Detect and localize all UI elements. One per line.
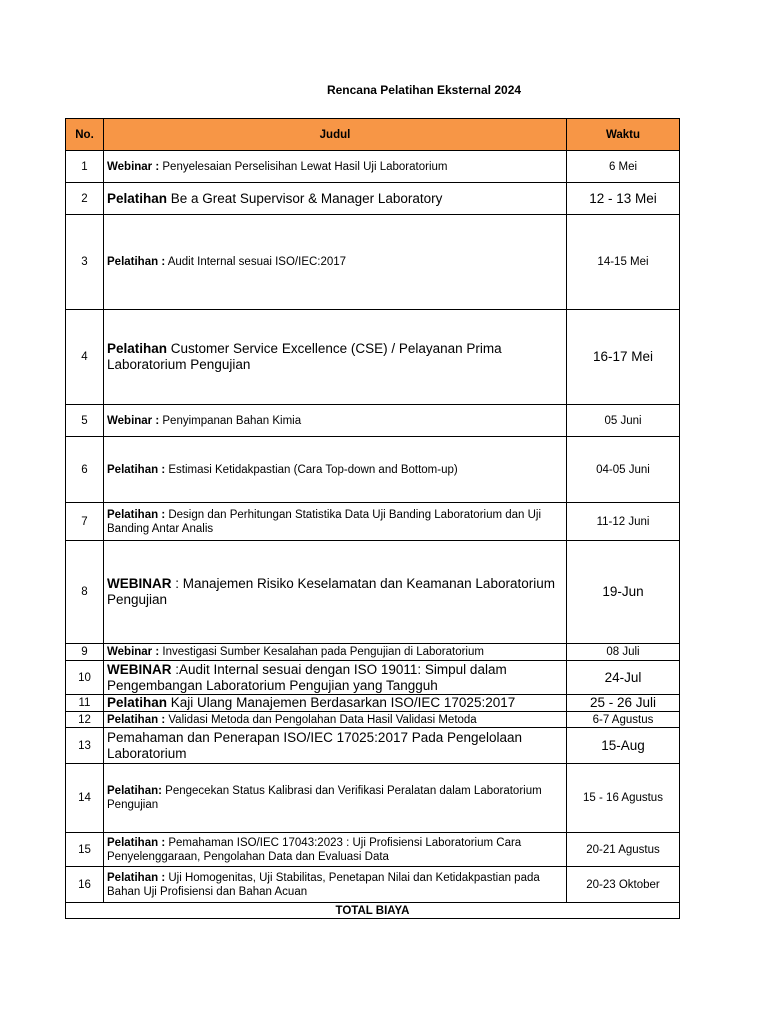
table-row — [66, 833, 680, 867]
row-title — [104, 833, 567, 867]
row-number: 5 — [66, 405, 104, 437]
row-number: 15 — [66, 833, 104, 867]
table-row — [66, 405, 680, 437]
row-number: 11 — [66, 695, 104, 712]
row-text: Pengecekan Status Kalibrasi dan Verifikasi Peralatan dalam Laboratorium Pengujian — [107, 785, 542, 811]
row-number: 13 — [66, 728, 104, 764]
row-type: Pelatihan — [107, 190, 168, 206]
row-date: 19-Jun — [567, 541, 680, 644]
row-text: Penyimpanan Bahan Kimia — [159, 414, 302, 427]
row-type: Pelatihan: — [107, 785, 162, 797]
row-title — [104, 310, 567, 405]
row-title — [104, 151, 567, 183]
row-number: 2 — [66, 183, 104, 215]
table-row — [66, 695, 680, 712]
row-date: 6-7 Agustus — [567, 712, 680, 728]
row-type: Webinar : — [107, 160, 160, 173]
row-type: Webinar : — [107, 646, 160, 658]
row-title — [104, 728, 567, 764]
total-row — [66, 903, 680, 919]
row-number: 10 — [66, 661, 104, 695]
table-row — [66, 867, 680, 903]
row-text: Audit Internal sesuai ISO/IEC:2017 — [165, 256, 347, 268]
row-type: Pelatihan : — [107, 713, 166, 726]
table-row — [66, 661, 680, 695]
row-date: 08 Juli — [567, 644, 680, 661]
row-text: Kaji Ulang Manajemen Berdasarkan ISO/IEC 17025:2017 — [167, 695, 516, 710]
row-type: WEBINAR — [107, 576, 172, 591]
row-type: Pelatihan : — [107, 871, 166, 884]
row-date: 12 - 13 Mei — [567, 183, 680, 215]
total-label: TOTAL BIAYA — [66, 903, 680, 919]
row-text: Be a Great Supervisor & Manager Laboratory — [167, 190, 443, 206]
row-type: WEBINAR — [107, 661, 172, 677]
row-date: 20-23 Oktober — [567, 867, 680, 903]
row-number: 3 — [66, 215, 104, 310]
row-text: Design dan Perhitungan Statistika Data Uji Banding Laboratorium dan Uji Banding Antar Analis — [107, 508, 542, 535]
row-date: 14-15 Mei — [567, 215, 680, 310]
row-title — [104, 183, 567, 215]
row-type: Webinar : — [107, 414, 160, 427]
row-title — [104, 712, 567, 728]
row-title — [104, 764, 567, 833]
table-row — [66, 437, 680, 503]
row-title — [104, 661, 567, 695]
row-number: 8 — [66, 541, 104, 644]
row-type: Pelatihan — [107, 695, 168, 710]
row-title — [104, 437, 567, 503]
row-title — [104, 695, 567, 712]
table-row — [66, 151, 680, 183]
table-row — [66, 503, 680, 541]
row-date: 15-Aug — [567, 728, 680, 764]
training-table — [65, 118, 680, 919]
table-header-row — [66, 119, 680, 151]
table-row — [66, 310, 680, 405]
row-date: 6 Mei — [567, 151, 680, 183]
table-row — [66, 183, 680, 215]
row-date: 11-12 Juni — [567, 503, 680, 541]
row-type: Pelatihan — [107, 341, 168, 356]
row-text: Penyelesaian Perselisihan Lewat Hasil Uji Laboratorium — [159, 160, 448, 173]
row-date: 15 - 16 Agustus — [567, 764, 680, 833]
row-text: Uji Homogenitas, Uji Stabilitas, Penetapan Nilai dan Ketidakpastian pada Bahan Uji Profisiensi dan Bahan Acuan — [107, 871, 540, 898]
table-row — [66, 764, 680, 833]
row-text: Validasi Metoda dan Pengolahan Data Hasil Validasi Metoda — [165, 713, 477, 726]
row-text: :Audit Internal sesuai dengan ISO 19011: Simpul dalam Pengembangan Laboratorium Pengujian yang Tangguh — [107, 661, 507, 693]
row-text: Customer Service Excellence (CSE) / Pelayanan Prima Laboratorium Pengujian — [107, 341, 502, 372]
row-number: 6 — [66, 437, 104, 503]
row-date: 25 - 26 Juli — [567, 695, 680, 712]
row-text: Investigasi Sumber Kesalahan pada Pengujian di Laboratorium — [159, 646, 484, 658]
row-title — [104, 867, 567, 903]
header-waktu: Waktu — [567, 119, 680, 151]
table-row — [66, 215, 680, 310]
row-date: 05 Juni — [567, 405, 680, 437]
table-row — [66, 728, 680, 764]
row-number: 4 — [66, 310, 104, 405]
row-text: : Manajemen Risiko Keselamatan dan Keamanan Laboratorium Pengujian — [107, 576, 555, 607]
row-title — [104, 503, 567, 541]
table-row — [66, 644, 680, 661]
header-judul: Judul — [104, 119, 567, 151]
row-number: 1 — [66, 151, 104, 183]
row-type: Pelatihan : — [107, 256, 166, 268]
row-type: Pelatihan : — [107, 463, 166, 476]
page-title: Rencana Pelatihan Eksternal 2024 — [326, 83, 522, 97]
row-date: 16-17 Mei — [567, 310, 680, 405]
row-date: 20-21 Agustus — [567, 833, 680, 867]
row-date: 04-05 Juni — [567, 437, 680, 503]
row-number: 16 — [66, 867, 104, 903]
row-title — [104, 541, 567, 644]
row-title — [104, 644, 567, 661]
row-title — [104, 405, 567, 437]
row-type: Pelatihan : — [107, 836, 166, 849]
row-number: 14 — [66, 764, 104, 833]
row-number: 12 — [66, 712, 104, 728]
row-text: Pemahaman dan Penerapan ISO/IEC 17025:2017 Pada Pengelolaan Laboratorium — [107, 729, 523, 761]
table-row — [66, 712, 680, 728]
table-row — [66, 541, 680, 644]
row-number: 9 — [66, 644, 104, 661]
row-number: 7 — [66, 503, 104, 541]
row-date: 24-Jul — [567, 661, 680, 695]
row-text: Pemahaman ISO/IEC 17043:2023 : Uji Profisiensi Laboratorium Cara Penyelenggaraan, Pengolahan Data dan Evaluasi Data — [107, 836, 522, 863]
row-type: Pelatihan : — [107, 508, 166, 521]
header-no: No. — [66, 119, 104, 151]
row-title — [104, 215, 567, 310]
row-text: Estimasi Ketidakpastian (Cara Top-down and Bottom-up) — [165, 463, 458, 476]
